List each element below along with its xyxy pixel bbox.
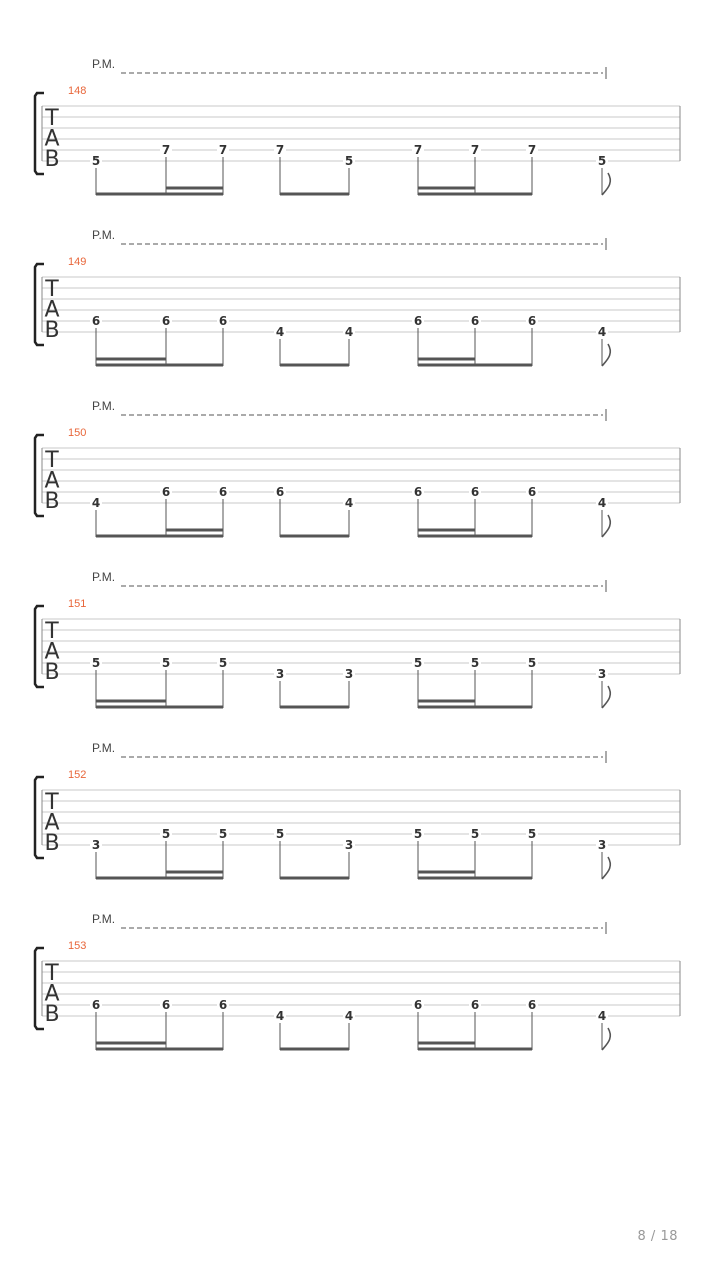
tab-letter-a: A [44, 297, 60, 323]
secondary-beam [166, 529, 223, 532]
fret-number: 5 [527, 827, 537, 841]
fret-number: 4 [275, 325, 285, 339]
tab-letter-b: B [44, 1002, 60, 1027]
fret-number: 6 [161, 485, 171, 499]
secondary-beam [96, 1042, 166, 1045]
tab-letter-a: A [44, 468, 60, 494]
measure-number: 152 [68, 769, 87, 781]
fret-number: 6 [161, 314, 171, 328]
tab-letter-t: T [45, 277, 59, 302]
eighth-note-flag [602, 173, 610, 195]
fret-number: 6 [218, 998, 228, 1012]
fret-number: 3 [597, 667, 607, 681]
fret-number: 6 [161, 998, 171, 1012]
primary-beam [96, 193, 223, 196]
fret-number: 6 [527, 485, 537, 499]
tab-letter-t: T [45, 106, 59, 131]
fret-number: 5 [218, 656, 228, 670]
eighth-note-flag [602, 686, 610, 708]
primary-beam [280, 193, 349, 196]
fret-number: 4 [597, 325, 607, 339]
fret-number: 4 [344, 496, 354, 510]
fret-number: 6 [413, 485, 423, 499]
tab-letter-b: B [44, 318, 60, 343]
primary-beam [96, 364, 223, 367]
primary-beam [418, 706, 532, 709]
tab-system [35, 741, 680, 880]
fret-number: 5 [275, 827, 285, 841]
palm-mute-label: P.M. [92, 57, 116, 71]
fret-number: 6 [413, 998, 423, 1012]
fret-number: 7 [275, 143, 285, 157]
tab-letter-b: B [44, 660, 60, 685]
tab-letter-a: A [44, 810, 60, 836]
fret-number: 5 [470, 827, 480, 841]
primary-beam [280, 535, 349, 538]
measure-number: 150 [68, 427, 87, 439]
fret-number: 4 [597, 496, 607, 510]
tab-letter-a: A [44, 639, 60, 665]
primary-beam [418, 877, 532, 880]
measure-number: 153 [68, 940, 87, 952]
palm-mute-label: P.M. [92, 228, 116, 242]
fret-number: 7 [470, 143, 480, 157]
primary-beam [96, 706, 223, 709]
measure-number: 151 [68, 598, 87, 610]
primary-beam [418, 535, 532, 538]
fret-number: 6 [218, 485, 228, 499]
primary-beam [96, 877, 223, 880]
tab-system [35, 228, 680, 367]
system-bracket [35, 948, 44, 1029]
secondary-beam [418, 529, 475, 532]
fret-number: 7 [527, 143, 537, 157]
page-indicator: 8 / 18 [637, 1229, 678, 1244]
primary-beam [280, 1048, 349, 1051]
tab-letter-b: B [44, 831, 60, 856]
tab-letter-b: B [44, 489, 60, 514]
secondary-beam [418, 187, 475, 190]
tab-system [35, 570, 680, 709]
system-bracket [35, 606, 44, 687]
eighth-note-flag [602, 515, 610, 537]
system-bracket [35, 777, 44, 858]
palm-mute-label: P.M. [92, 741, 116, 755]
secondary-beam [418, 871, 475, 874]
tab-letter-t: T [45, 790, 59, 815]
fret-number: 5 [344, 154, 354, 168]
fret-number: 6 [413, 314, 423, 328]
secondary-beam [96, 700, 166, 703]
primary-beam [96, 535, 223, 538]
secondary-beam [418, 1042, 475, 1045]
tab-system [35, 399, 680, 538]
primary-beam [280, 364, 349, 367]
fret-number: 5 [91, 154, 101, 168]
secondary-beam [96, 358, 166, 361]
tab-system [35, 912, 680, 1051]
fret-number: 6 [470, 998, 480, 1012]
primary-beam [280, 706, 349, 709]
tab-letter-t: T [45, 961, 59, 986]
fret-number: 6 [527, 998, 537, 1012]
fret-number: 5 [161, 827, 171, 841]
fret-number: 7 [161, 143, 171, 157]
tab-letter-a: A [44, 981, 60, 1007]
eighth-note-flag [602, 1028, 610, 1050]
tab-letter-t: T [45, 619, 59, 644]
fret-number: 7 [218, 143, 228, 157]
tab-letter-b: B [44, 147, 60, 172]
fret-number: 4 [91, 496, 101, 510]
fret-number: 5 [91, 656, 101, 670]
fret-number: 4 [275, 1009, 285, 1023]
fret-number: 3 [344, 838, 354, 852]
primary-beam [96, 1048, 223, 1051]
primary-beam [418, 193, 532, 196]
fret-number: 5 [597, 154, 607, 168]
secondary-beam [166, 871, 223, 874]
secondary-beam [418, 358, 475, 361]
system-bracket [35, 93, 44, 174]
palm-mute-label: P.M. [92, 570, 116, 584]
primary-beam [280, 877, 349, 880]
fret-number: 5 [470, 656, 480, 670]
system-bracket [35, 435, 44, 516]
tab-letter-t: T [45, 448, 59, 473]
fret-number: 6 [275, 485, 285, 499]
fret-number: 5 [527, 656, 537, 670]
tab-system [35, 57, 680, 196]
fret-number: 6 [470, 485, 480, 499]
primary-beam [418, 364, 532, 367]
fret-number: 5 [413, 656, 423, 670]
fret-number: 6 [527, 314, 537, 328]
fret-number: 3 [344, 667, 354, 681]
measure-number: 149 [68, 256, 87, 268]
fret-number: 5 [161, 656, 171, 670]
secondary-beam [166, 187, 223, 190]
tab-letter-a: A [44, 126, 60, 152]
fret-number: 6 [470, 314, 480, 328]
eighth-note-flag [602, 857, 610, 879]
fret-number: 3 [597, 838, 607, 852]
fret-number: 3 [275, 667, 285, 681]
primary-beam [418, 1048, 532, 1051]
fret-number: 6 [91, 998, 101, 1012]
palm-mute-label: P.M. [92, 912, 116, 926]
fret-number: 3 [91, 838, 101, 852]
fret-number: 7 [413, 143, 423, 157]
measure-number: 148 [68, 85, 87, 97]
fret-number: 4 [344, 325, 354, 339]
fret-number: 4 [597, 1009, 607, 1023]
secondary-beam [418, 700, 475, 703]
fret-number: 6 [218, 314, 228, 328]
fret-number: 4 [344, 1009, 354, 1023]
palm-mute-label: P.M. [92, 399, 116, 413]
eighth-note-flag [602, 344, 610, 366]
fret-number: 5 [218, 827, 228, 841]
fret-number: 6 [91, 314, 101, 328]
fret-number: 5 [413, 827, 423, 841]
system-bracket [35, 264, 44, 345]
